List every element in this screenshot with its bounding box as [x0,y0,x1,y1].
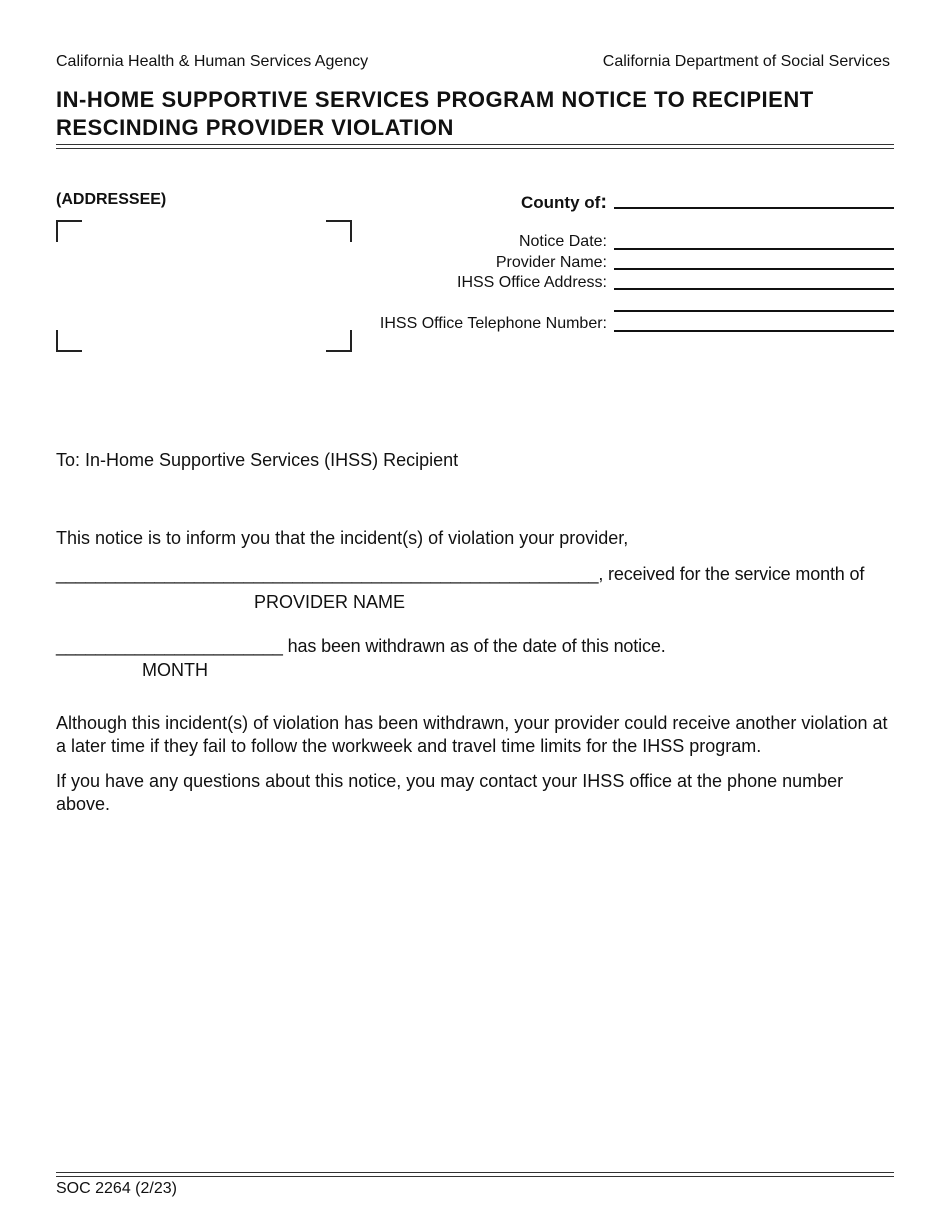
county-label [521,191,607,214]
office-address-label: IHSS Office Address: [457,274,607,291]
paragraph-withdrawn-warning: Although this incident(s) of violation has been withdrawn, your provider could receive another violation at a later time if they fail to follow the workweek and travel time limits for the IHSS program. [56,713,888,756]
service-month-text: , received for the service month of [598,564,865,584]
office-phone-field[interactable] [614,330,894,332]
address-window-corner-top-right [326,220,352,242]
address-window-corner-bottom-right [326,330,352,352]
provider-name-field[interactable] [614,268,894,270]
address-window-corner-bottom-left [56,330,82,352]
county-field[interactable] [614,207,894,209]
office-address-field-line-2[interactable] [614,310,894,312]
office-address-field[interactable] [614,288,894,290]
notice-date-field[interactable] [614,248,894,250]
notice-date-label: Notice Date: [518,233,607,250]
addressee-label: (ADDRESSEE) [56,191,167,208]
provider-name-blank[interactable]: _______________________________________________________ [56,564,599,584]
title-line-2: RESCINDING PROVIDER VIOLATION [56,115,454,140]
title-line-1: IN-HOME SUPPORTIVE SERVICES PROGRAM NOTICE TO RECIPIENT [56,87,814,112]
county-label-colon: : [600,191,607,213]
provider-name-caption: PROVIDER NAME [254,592,406,612]
footer-divider [56,1172,894,1177]
to-line: To: In-Home Supportive Services (IHSS) Recipient [56,450,459,470]
department-name: California Department of Social Services [602,53,890,70]
office-phone-label: IHSS Office Telephone Number: [379,315,607,332]
provider-name-line [56,564,864,585]
title-divider [56,144,894,149]
month-caption: MONTH [142,660,208,680]
form-number: SOC 2264 (2/23) [56,1180,177,1197]
agency-name: California Health & Human Services Agency [56,53,369,70]
address-window-corner-top-left [56,220,82,242]
month-blank[interactable]: _______________________ [56,636,283,656]
provider-name-label: Provider Name: [495,254,607,271]
paragraph-contact-info: If you have any questions about this notice, you may contact your IHSS office at the phone number above. [56,771,844,814]
page-title [56,86,896,142]
county-label-text: County of [521,193,601,212]
month-line [56,636,666,657]
withdrawn-text: has been withdrawn as of the date of this notice. [282,636,666,656]
notice-intro: This notice is to inform you that the incident(s) of violation your provider, [56,528,629,548]
